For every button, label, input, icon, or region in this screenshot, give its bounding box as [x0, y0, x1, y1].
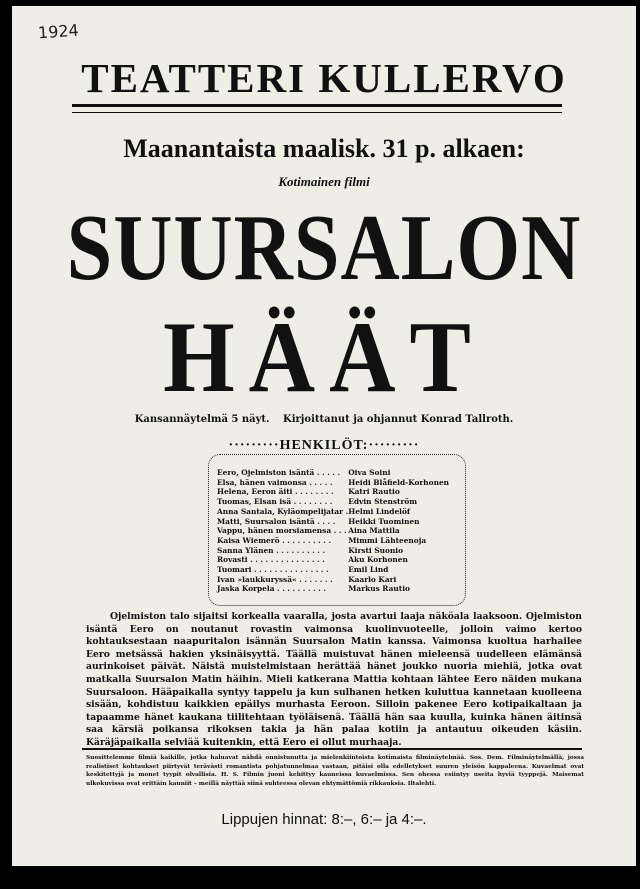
cast-role: Elsa, hänen vaimonsa . . . . . — [217, 477, 333, 487]
cast-row — [217, 468, 449, 478]
cast-row — [217, 546, 449, 556]
cast-actor: Helmi Lindelöf — [348, 506, 411, 516]
cast-row — [217, 478, 449, 488]
cast-row — [217, 526, 449, 536]
cast-role: Ivan »laukkuryssä« . . . . . . . — [217, 574, 333, 584]
author-text: Kirjoittanut ja ohjannut Konrad Tallroth. — [283, 414, 514, 425]
cast-row — [217, 487, 449, 497]
cast-row — [217, 517, 449, 527]
genre-text: Kansannäytelmä 5 näyt. — [134, 414, 270, 425]
cast-role: Vappu, hänen morsiamensa . . . — [217, 526, 347, 536]
cast-row — [217, 536, 449, 546]
cast-role: Tuomas, Elsan isä . . . . . . . . — [217, 497, 333, 507]
cast-role: Anna Santala, Kyläompelijatar . — [217, 506, 349, 516]
handwritten-year: 1924 — [37, 20, 80, 43]
cast-actor: Edvin Stenström — [348, 497, 418, 507]
poster-sheet — [12, 6, 636, 866]
cast-actor: Markus Rautio — [348, 584, 410, 594]
cast-actor: Emil Lind — [348, 565, 389, 575]
date-line: Maanantaista maalisk. 31 p. alkaen: — [123, 134, 525, 163]
cast-role: Helena, Eeron äiti . . . . . . . . — [217, 487, 334, 497]
cast-actor: Oiva Soini — [348, 468, 391, 477]
cast-row — [217, 584, 449, 594]
press-reviews: Suosittelemme filmiä kaikille, jotka haluavat nähdä onnistunutta ja mielenkiintoista kotimaista filminäytelmää. Sos. Dem. Filminäytelmällä, jossa realistiset kohtaukset piirtyvät terävästi romantista pohjatunnelmaa vastaan, pitäisi olla edelletykset suuren yleisön kappaleena. Kuvaelmat ovat keskitettyjä ja monet tyypit olvallisia. H. S. Filmin juoni kehittyy kauneissa kuvaelmissa. Sen ohessa esiintyy useita hyviä tyyppejä. Maisemat ulkokuvissa ovat erittäin kauniit – meillä näyttää siinä suhteessa olevan ehtymättömiä rikkauksia. Iltalehti. — [86, 755, 584, 787]
cast-role: Sanna Ylänen . . . . . . . . . . — [217, 545, 326, 555]
cast-role: Kaisa Wiemerö . . . . . . . . . . — [217, 535, 332, 545]
cast-actor: Heikki Tuominen — [348, 516, 420, 526]
cast-actor: Aku Korhonen — [348, 555, 408, 565]
cast-actor: Heidi Blåfield-Korhonen — [348, 477, 450, 487]
cast-actor: Mimmi Lähteenoja — [348, 535, 427, 545]
cast-table — [217, 468, 449, 594]
credits-line — [12, 414, 636, 425]
cast-row — [217, 497, 449, 507]
cast-actor: Kirsti Suonio — [348, 545, 404, 555]
cast-role: Eero, Ojelmiston isäntä . . . . . — [217, 468, 341, 477]
film-title-line1: SUURSALON — [66, 194, 582, 300]
cast-row — [217, 575, 449, 585]
theatre-name: TEATTERI KULLERVO — [81, 55, 567, 101]
ticket-prices: Lippujen hinnat: 8:–, 6:– ja 4:–. — [221, 811, 427, 828]
film-kind: Kotimainen filmi — [278, 174, 370, 189]
cast-heading: ·········HENKILÖT:········· — [228, 438, 420, 453]
cast-actor: Kaarlo Kari — [348, 574, 397, 584]
reviews-divider — [82, 748, 582, 750]
cast-role: Matti, Suursalon isäntä . . . . — [217, 516, 336, 526]
synopsis-text: Ojelmiston talo sijaitsi korkealla vaaralla, josta avartui laaja näköala laaksoon. Ojelmiston isäntä Eero on noutanut rovastin vaimonsa kuolinvuoteelle, jolloin vaimo kertoo kohtauksestaan naapuritalon isännän Suursalon Matin kanssa. Vaimonsa kuoltua harhailee Eero metsässä hakien yksinäisyyttä. Täällä muistuvat hänen mieleensä uudelleen elämänsä aurinkoiset päivät. Näistä muistelmistaan herättää hänet joukko nuoria miehiä, jotka ovat matkalla Suursalon Matin häihin. Mieli katkerana Mattia kohtaan lähtee Eero näiden mukana Suursaloon. Hääpaikalla syntyy tappelu ja kun sulhanen hetken kuluttua kannetaan kuolleena sisään, kohdistuu kaikkien epäilys murhasta Eeroon. Silloin pakenee Eero kotipaikaltaan ja tapaamme hänet kaukana tiilitehtaan työläisenä. Täällä hän saa kuulla, kuinka hänen äitinsä saa kärsiä poikansa rikoksen takia ja hän palaa kotiin ja antautuu oikeuden käsiin. Käräjäpaikalla selviää kuitenkin, että Eero ei ollut murhaaja. — [86, 611, 582, 748]
cast-row — [217, 565, 449, 575]
cast-actor: Aina Mattila — [348, 526, 400, 536]
film-title-line2: HÄÄT — [163, 300, 485, 414]
cast-role: Jaska Korpela . . . . . . . . . . — [217, 584, 326, 594]
cast-role: Tuomari . . . . . . . . . . . . . . . — [217, 565, 329, 575]
cast-row — [217, 555, 449, 565]
cast-actor: Katri Rautio — [348, 487, 400, 497]
cast-row — [217, 507, 449, 517]
header-divider — [72, 104, 562, 113]
cast-role: Rovasti . . . . . . . . . . . . . . . — [217, 555, 325, 565]
